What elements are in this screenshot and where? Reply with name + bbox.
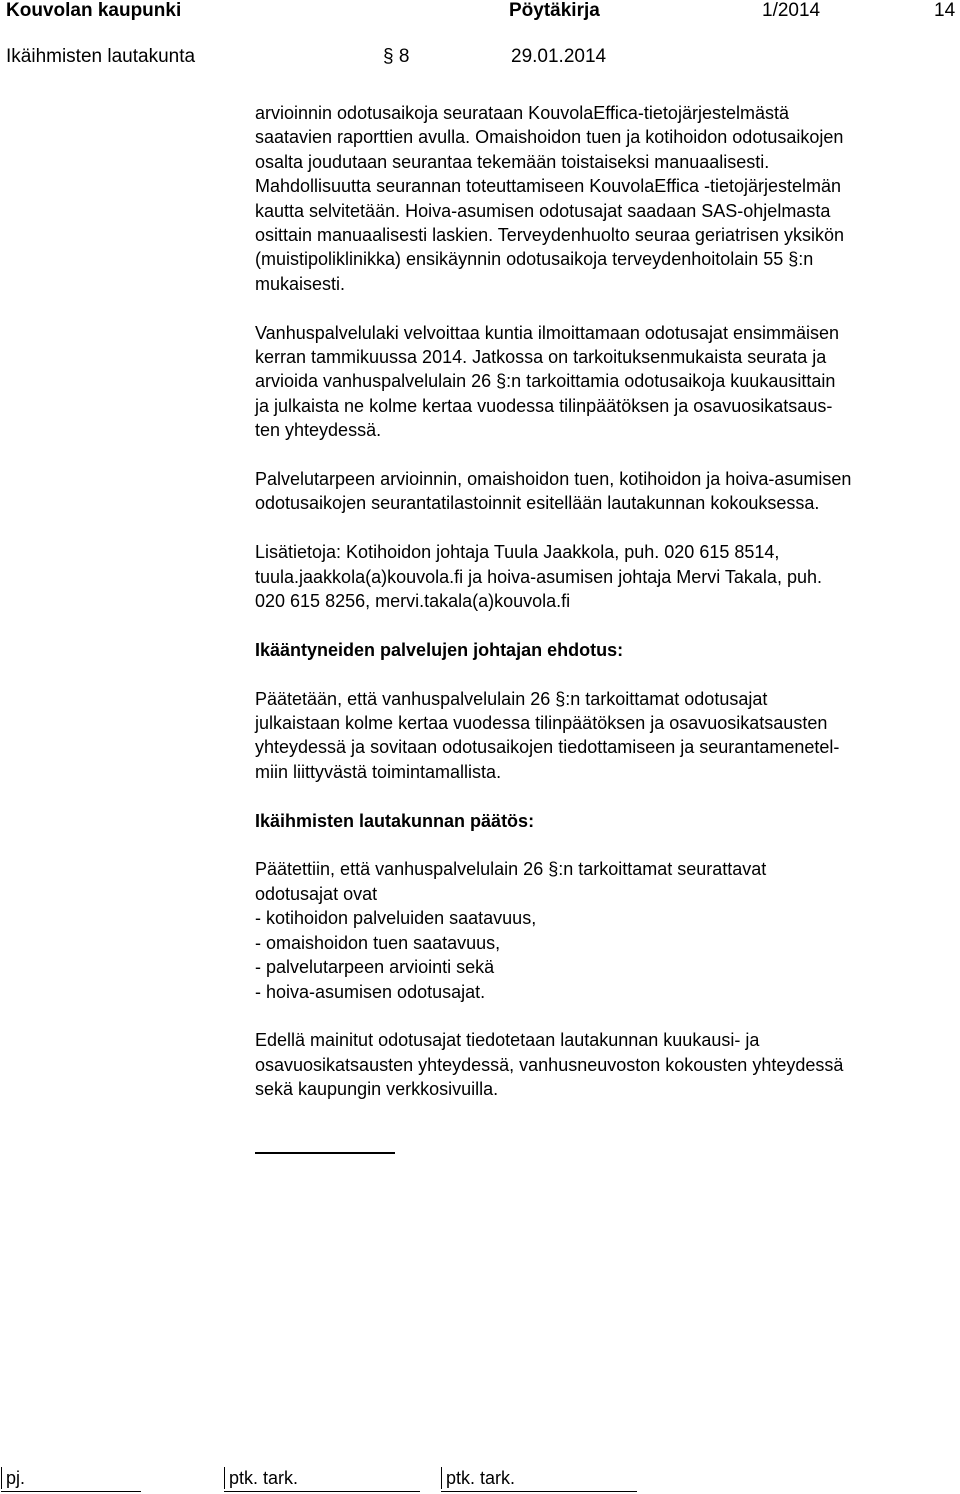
footer-signature-line xyxy=(224,1491,420,1492)
list-item: - palvelutarpeen arviointi sekä xyxy=(255,957,495,978)
text-line: sekä kaupungin verkkosivuilla. xyxy=(255,1079,499,1100)
text-line: Palvelutarpeen arvioinnin, omaishoidon tuen, kotihoidon ja hoiva-asumisen xyxy=(255,469,852,490)
text-line: odotusaikojen seurantatilastoinnit esitellään lautakunnan kokouksessa. xyxy=(255,493,820,514)
organization-name: Kouvolan kaupunki xyxy=(6,0,182,21)
paragraph-proposal xyxy=(255,687,955,785)
text-line: julkaistaan kolme kertaa vuodessa tilinpäätöksen ja osavuosikatsausten xyxy=(255,713,828,734)
text-line: mukaisesti. xyxy=(255,273,346,294)
meeting-date: 29.01.2014 xyxy=(511,46,607,67)
text-line: ten yhteydessä. xyxy=(255,420,382,441)
text-line: osavuosikatsausten yhteydessä, vanhusneuvoston kokousten yhteydessä xyxy=(255,1054,844,1075)
list-item: - kotihoidon palveluiden saatavuus, xyxy=(255,908,537,929)
text-line: Mahdollisuutta seurannan toteuttamiseen KouvolaEffica -tietojärjestelmän xyxy=(255,176,842,197)
text-line: kerran tammikuussa 2014. Jatkossa on tarkoituksenmukaista seurata ja xyxy=(255,347,827,368)
text-line: osalta joudutaan seurantaa tekemään toistaiseksi manuaalisesti. xyxy=(255,151,770,172)
list-item: - hoiva-asumisen odotusajat. xyxy=(255,981,486,1002)
text-line: arvioinnin odotusaikoja seurataan KouvolaEffica-tietojärjestelmästä xyxy=(255,103,789,123)
signature-line xyxy=(255,1152,395,1154)
document-body xyxy=(255,101,955,1126)
footer-verifier-label: ptk. tark. xyxy=(441,1467,515,1489)
section-number: § 8 xyxy=(383,46,410,67)
text-line: Päätettiin, että vanhuspalvelulain 26 §:n tarkoittamat seurattavat xyxy=(255,859,767,880)
paragraph-decision xyxy=(255,857,955,1003)
text-line: odotusajat ovat xyxy=(255,883,378,904)
text-line: Lisätietoja: Kotihoidon johtaja Tuula Jaakkola, puh. 020 615 8514, xyxy=(255,542,780,563)
footer-signature-line xyxy=(1,1491,141,1492)
text-line: (muistipoliklinikka) ensikäynnin odotusaikoja terveydenhoitolain 55 §:n xyxy=(255,249,814,270)
paragraph-contact-info xyxy=(255,540,955,613)
footer-chair-label: pj. xyxy=(1,1467,25,1489)
text-line: Vanhuspalvelulaki velvoittaa kuntia ilmoittamaan odotusajat ensimmäisen xyxy=(255,322,839,343)
document-number: 1/2014 xyxy=(762,0,821,21)
paragraph-elderly-services-act xyxy=(255,321,955,443)
list-item: - omaishoidon tuen saatavuus, xyxy=(255,932,501,953)
text-line: Edellä mainitut odotusajat tiedotetaan lautakunnan kuukausi- ja xyxy=(255,1030,760,1051)
proposal-heading: Ikääntyneiden palvelujen johtajan ehdotus: xyxy=(255,639,624,660)
footer-verifier-label: ptk. tark. xyxy=(224,1467,298,1489)
paragraph-monitoring xyxy=(255,101,955,296)
board-name: Ikäihmisten lautakunta xyxy=(6,46,196,67)
decision-heading: Ikäihmisten lautakunnan päätös: xyxy=(255,810,535,831)
text-line: ja julkaista ne kolme kertaa vuodessa tilinpäätöksen ja osavuosikatsaus- xyxy=(255,395,833,416)
document-type: Pöytäkirja xyxy=(509,0,600,21)
paragraph-statistics xyxy=(255,467,955,516)
paragraph-closing xyxy=(255,1028,955,1101)
page-number: 14 xyxy=(934,0,956,21)
text-line: 020 615 8256, mervi.takala(a)kouvola.fi xyxy=(255,591,571,612)
text-line: osittain manuaalisesti laskien. Terveydenhuolto seuraa geriatrisen yksikön xyxy=(255,225,844,246)
text-line: arvioida vanhuspalvelulain 26 §:n tarkoittamia odotusaikoja kuukausittain xyxy=(255,371,836,392)
footer-signature-line xyxy=(441,1491,637,1492)
text-line: yhteydessä ja sovitaan odotusaikojen tiedottamiseen ja seurantamenetel- xyxy=(255,737,840,758)
text-line: kautta selvitetään. Hoiva-asumisen odotusajat saadaan SAS-ohjelmasta xyxy=(255,200,831,221)
text-line: Päätetään, että vanhuspalvelulain 26 §:n tarkoittamat odotusajat xyxy=(255,688,768,709)
text-line: tuula.jaakkola(a)kouvola.fi ja hoiva-asumisen johtaja Mervi Takala, puh. xyxy=(255,566,822,587)
text-line: saatavien raporttien avulla. Omaishoidon tuen ja kotihoidon odotusaikojen xyxy=(255,127,844,148)
text-line: miin liittyvästä toimintamallista. xyxy=(255,761,502,782)
